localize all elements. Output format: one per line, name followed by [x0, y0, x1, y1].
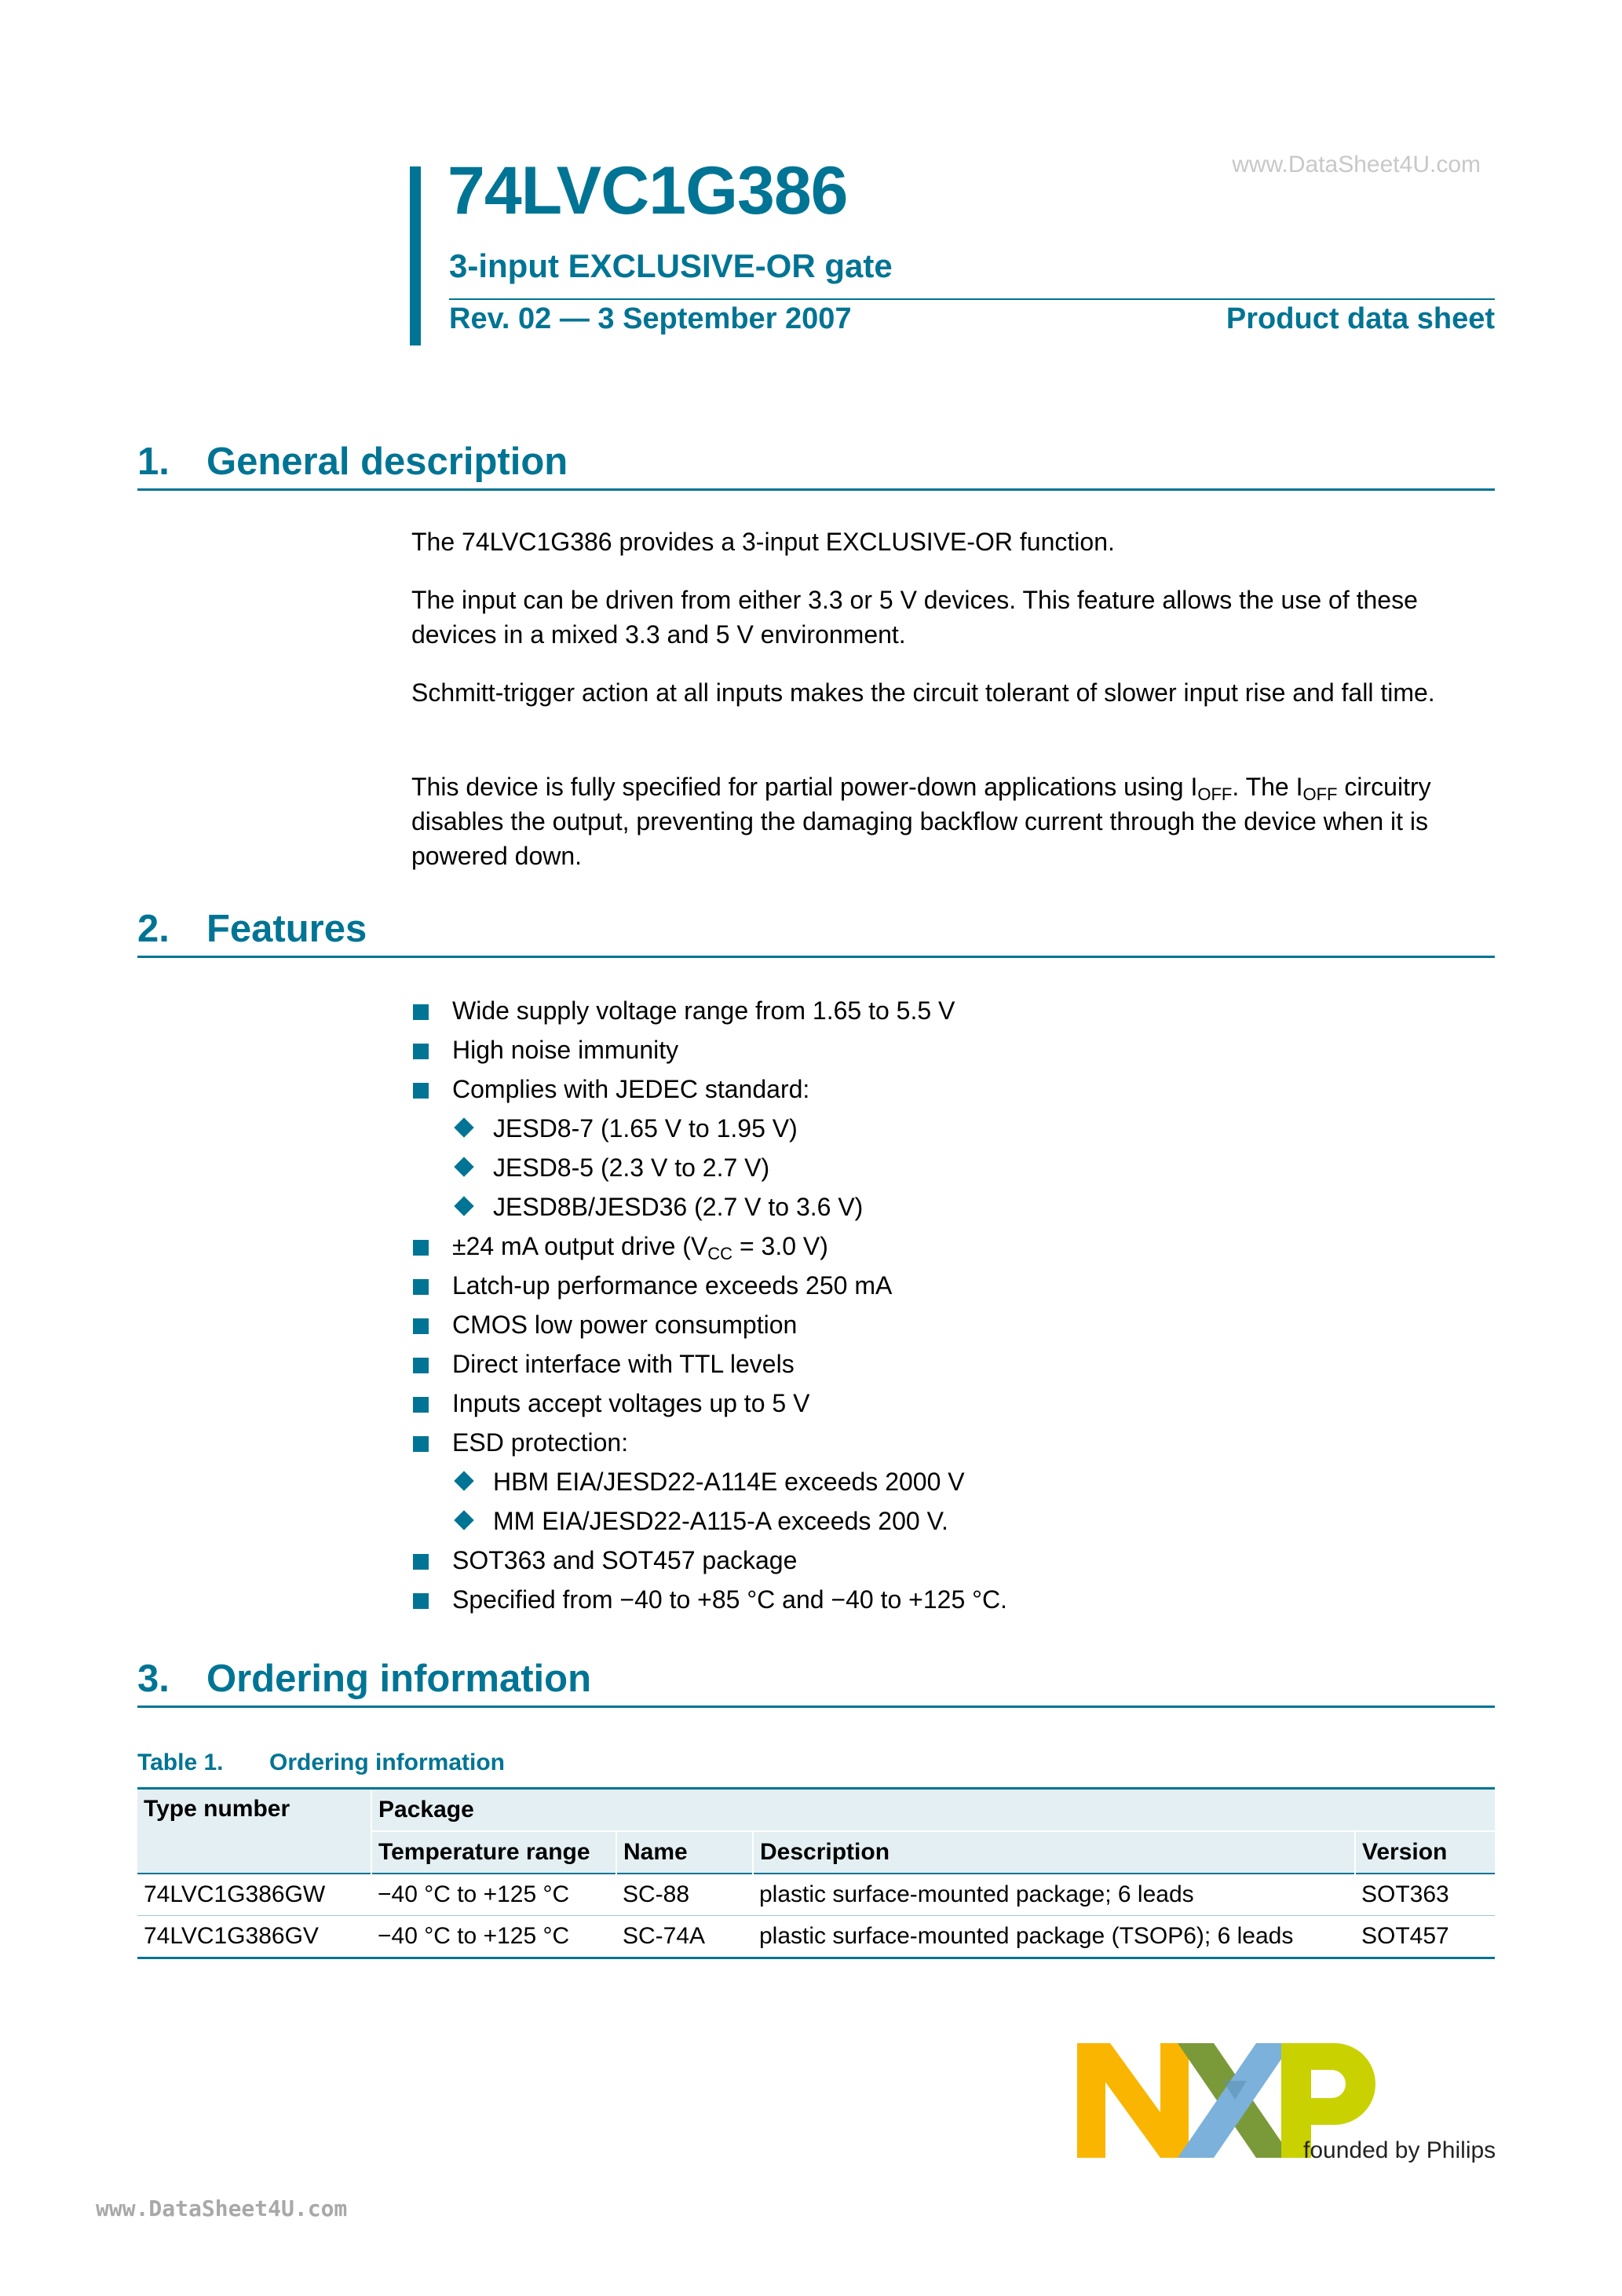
feature-item: SOT363 and SOT457 package — [411, 1541, 1495, 1580]
general-paragraph-1: The 74LVC1G386 provides a 3-input EXCLUSIVE-OR function. — [411, 528, 1115, 556]
cell-name: SC-74A — [616, 1916, 753, 1958]
cell-desc: plastic surface-mounted package; 6 leads — [753, 1874, 1355, 1916]
general-paragraph-2: The input can be driven from either 3.3 or 5 V devices. This feature allows the use of these devices in a mixed 3.3 and 5 V environment. — [411, 586, 1418, 649]
section-heading-general — [137, 440, 1495, 491]
square-bullet-icon — [413, 1083, 429, 1099]
general-paragraph-3: Schmitt-trigger action at all inputs makes the circuit tolerant of slower input rise and fall time. — [411, 678, 1435, 707]
table-row — [137, 1874, 1495, 1916]
feature-subitem: JESD8-5 (2.3 V to 2.7 V) — [411, 1148, 1495, 1187]
cell-type: 74LVC1G386GV — [137, 1916, 371, 1958]
logo-tagline: founded by Philips — [1303, 2137, 1496, 2163]
section-heading-ordering — [137, 1657, 1495, 1708]
table-caption-title: Ordering information — [269, 1749, 505, 1775]
diamond-bullet-icon — [454, 1196, 473, 1216]
square-bullet-icon — [413, 1240, 429, 1256]
nxp-logo — [1076, 2040, 1500, 2166]
title-accent-bar — [410, 166, 421, 345]
section-number: 3. — [137, 1658, 170, 1700]
cell-temp: −40 °C to +125 °C — [371, 1916, 616, 1958]
section-title: Ordering information — [206, 1658, 591, 1700]
revision-label: Rev. 02 — 3 September 2007 — [449, 302, 852, 335]
cell-temp: −40 °C to +125 °C — [371, 1874, 616, 1916]
square-bullet-icon — [413, 1318, 429, 1334]
header-package: Package — [371, 1789, 1495, 1832]
watermark-bottom[interactable]: www.DataSheet4U.com — [96, 2195, 348, 2221]
header-type-number: Type number — [137, 1789, 371, 1874]
diamond-bullet-icon — [454, 1117, 473, 1137]
feature-subitem: JESD8B/JESD36 (2.7 V to 3.6 V) — [411, 1187, 1495, 1227]
header-temperature-range: Temperature range — [371, 1831, 616, 1874]
square-bullet-icon — [413, 1593, 429, 1609]
header-name: Name — [616, 1831, 753, 1874]
square-bullet-icon — [413, 1397, 429, 1413]
square-bullet-icon — [413, 1554, 429, 1570]
header-description: Description — [753, 1831, 1355, 1874]
feature-item: Latch-up performance exceeds 250 mA — [411, 1266, 1495, 1305]
square-bullet-icon — [413, 1279, 429, 1295]
section-number: 1. — [137, 441, 170, 483]
document-type-label: Product data sheet — [1226, 302, 1495, 335]
header-version: Version — [1355, 1831, 1495, 1874]
feature-item: Specified from −40 to +85 °C and −40 to +125 °C. — [411, 1580, 1495, 1619]
cell-desc: plastic surface-mounted package (TSOP6); 6 leads — [753, 1916, 1355, 1958]
table-row — [137, 1916, 1495, 1958]
document-title: 74LVC1G386 — [448, 153, 848, 229]
section-heading-features — [137, 907, 1495, 958]
cell-name: SC-88 — [616, 1874, 753, 1916]
square-bullet-icon — [413, 1004, 429, 1020]
section-title: General description — [206, 441, 568, 483]
cell-version: SOT363 — [1355, 1874, 1495, 1916]
square-bullet-icon — [413, 1044, 429, 1059]
feature-item: ESD protection: — [411, 1423, 1495, 1462]
cell-type: 74LVC1G386GW — [137, 1874, 371, 1916]
feature-item: Complies with JEDEC standard: — [411, 1069, 1495, 1109]
table-caption-label: Table 1. — [137, 1749, 224, 1775]
section-title: Features — [206, 908, 367, 950]
feature-item: CMOS low power consumption — [411, 1305, 1495, 1344]
ordering-table — [137, 1787, 1495, 1959]
document-subtitle: 3-input EXCLUSIVE-OR gate — [449, 247, 893, 284]
feature-subitem: MM EIA/JESD22-A115-A exceeds 200 V. — [411, 1501, 1495, 1541]
diamond-bullet-icon — [454, 1471, 473, 1490]
feature-subitem: HBM EIA/JESD22-A114E exceeds 2000 V — [411, 1462, 1495, 1501]
feature-item: Inputs accept voltages up to 5 V — [411, 1384, 1495, 1423]
table-header-row — [137, 1789, 1495, 1832]
watermark-top[interactable]: www.DataSheet4U.com — [1232, 152, 1481, 177]
section-number: 2. — [137, 908, 170, 950]
diamond-bullet-icon — [454, 1510, 473, 1530]
feature-item: High noise immunity — [411, 1030, 1495, 1069]
feature-item: Wide supply voltage range from 1.65 to 5.5 V — [411, 991, 1495, 1030]
subtitle-divider — [449, 298, 1495, 300]
diamond-bullet-icon — [454, 1157, 473, 1176]
square-bullet-icon — [413, 1358, 429, 1373]
feature-subitem: JESD8-7 (1.65 V to 1.95 V) — [411, 1109, 1495, 1148]
feature-item: ±24 mA output drive ($V_{CC} = 3.0$ V) — [411, 1227, 1495, 1266]
square-bullet-icon — [413, 1436, 429, 1452]
feature-item: Direct interface with TTL levels — [411, 1344, 1495, 1384]
table-caption — [137, 1749, 505, 1776]
nxp-logo-mark — [1076, 2040, 1500, 2166]
cell-version: SOT457 — [1355, 1916, 1495, 1958]
general-paragraph-4: This device is fully specified for partial power-down applications using $I_{OFF}$. The $I_{OFF}$ circuitry disables the output, preventing the damaging backflow current through the device when it is powered down. — [411, 773, 1431, 870]
